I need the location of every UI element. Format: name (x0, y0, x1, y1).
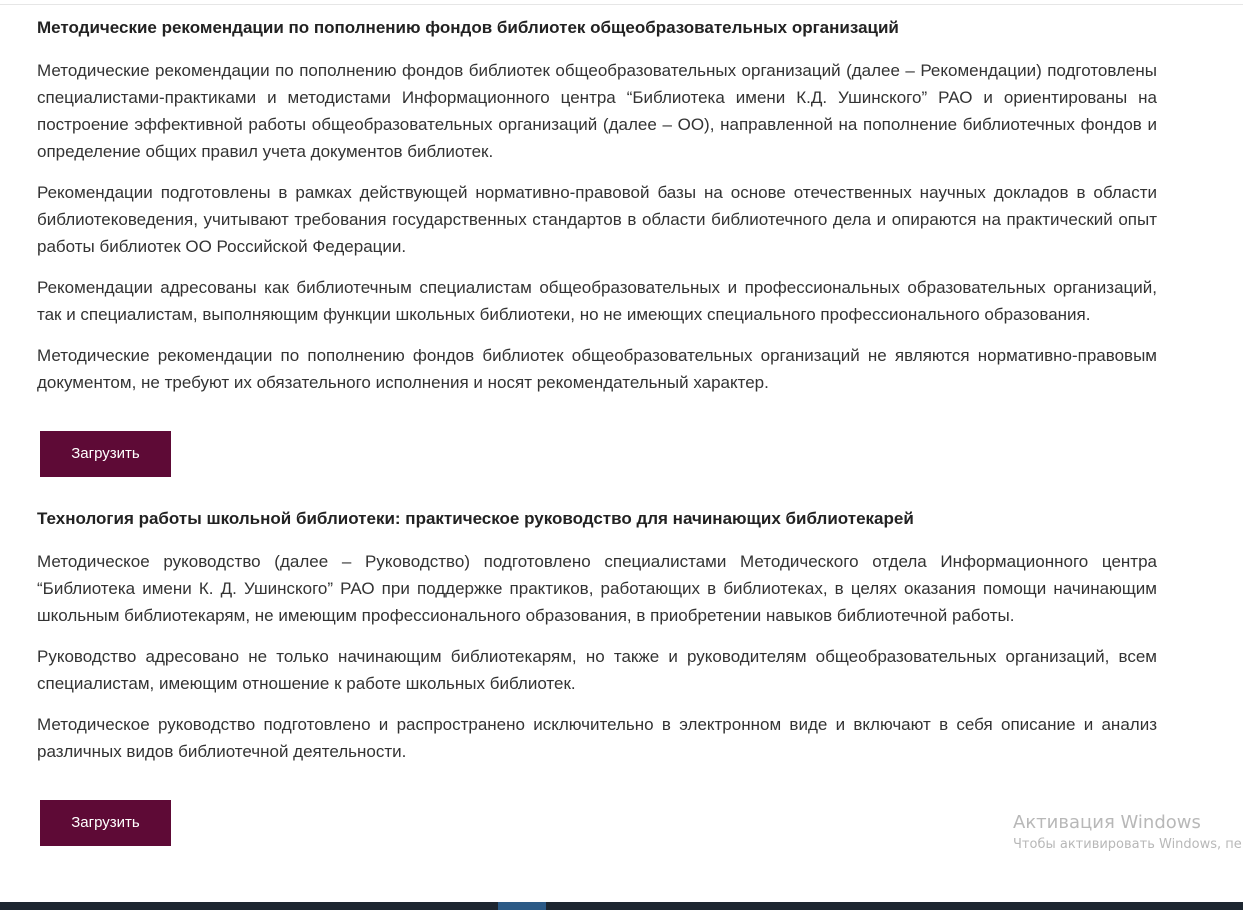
section-title: Технология работы школьной библиотеки: практическое руководство для начинающих библиотекарей (37, 509, 914, 528)
paragraph: Методические рекомендации по пополнению фондов библиотек общеобразовательных организаций не являются нормативно-правовым документом, не требуют их обязательного исполнения и носят рекомендательный характер. (37, 346, 1157, 392)
section-recommendations (37, 14, 1157, 477)
windows-activation-watermark (1013, 811, 1243, 855)
taskbar[interactable] (0, 902, 1243, 910)
paragraph: Руководство адресовано не только начинающим библиотекарям, но также и руководителям общеобразовательных организаций, всем специалистам, имеющим отношение к работе школьных библиотек. (37, 647, 1157, 693)
watermark-title: Активация Windows (1013, 812, 1201, 833)
paragraph: Методическое руководство подготовлено и распространено исключительно в электронном виде и включают в себя описание и анализ различных видов библиотечной деятельности. (37, 715, 1157, 761)
section-technology (37, 505, 1157, 846)
download-button[interactable]: Загрузить (40, 800, 171, 846)
paragraph: Методические рекомендации по пополнению фондов библиотек общеобразовательных организаций (далее – Рекомендации) подготовлены специалистами-практиками и методистами Информационного центра “Библиотека имени К.Д. Ушинского” РАО и ориентированы на построение эффективной работы общеобразовательных организаций (далее – ОО), направленной на пополнение библиотечных фондов и определение общих правил учета документов библиотек. (37, 61, 1157, 161)
taskbar-active-app[interactable] (498, 902, 546, 910)
main-content (37, 14, 1157, 846)
top-divider (0, 0, 1243, 5)
paragraph: Рекомендации подготовлены в рамках действующей нормативно-правовой базы на основе отечественных научных докладов в области библиотековедения, учитывают требования государственных стандартов в области библиотечного дела и опираются на практический опыт работы библиотек ОО Российской Федерации. (37, 183, 1157, 256)
paragraph: Рекомендации адресованы как библиотечным специалистам общеобразовательных и профессиональных образовательных организаций, так и специалистам, выполняющим функции школьных библиотеки, но не имеющих специального профессионального образования. (37, 278, 1157, 324)
download-button[interactable]: Загрузить (40, 431, 171, 477)
section-title: Методические рекомендации по пополнению фондов библиотек общеобразовательных организаций (37, 18, 899, 37)
watermark-subtitle: Чтобы активировать Windows, пе (1013, 837, 1242, 852)
paragraph: Методическое руководство (далее – Руководство) подготовлено специалистами Методического отдела Информационного центра “Библиотека имени К. Д. Ушинского” РАО при поддержке практиков, работающих в библиотеках, в целях оказания помощи начинающим школьным библиотекарям, не имеющим профессионального образования, в приобретении навыков библиотечной работы. (37, 552, 1157, 625)
